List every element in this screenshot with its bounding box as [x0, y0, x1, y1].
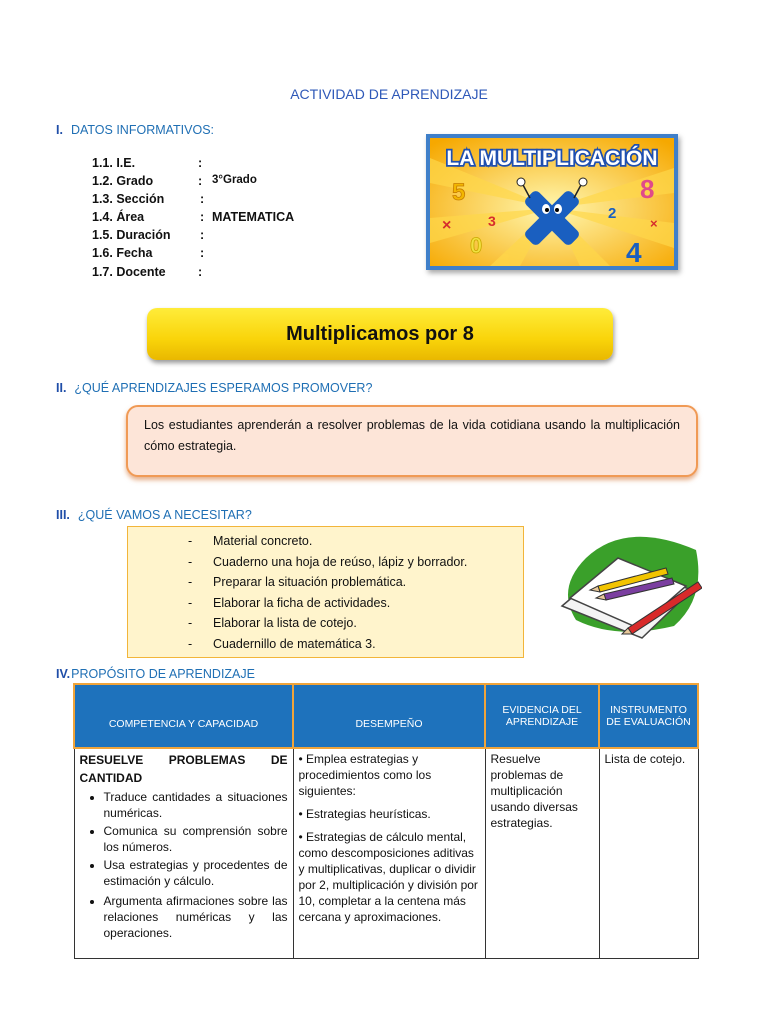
banner-number-5: 5 — [452, 179, 466, 206]
learning-purpose-table — [73, 683, 699, 959]
banner-number-0: 0 — [470, 233, 483, 258]
section-4-heading — [56, 667, 255, 681]
header-desempeno: DESEMPEÑO — [293, 684, 485, 748]
section-4-number: IV. — [56, 667, 71, 681]
learning-goal-text: Los estudiantes aprenderán a resolver problemas de la vida cotidiana usando la multiplicación cómo estrategia. — [144, 418, 680, 453]
info-sep: : — [200, 228, 205, 242]
banner-number-8: 8 — [640, 174, 655, 204]
material-text: Preparar la situación problemática. — [213, 575, 407, 589]
material-text: Material concreto. — [213, 534, 313, 548]
list-item: • Comunica su comprensión sobre los números. — [104, 823, 288, 855]
banner-number-4: 4 — [626, 237, 642, 266]
svg-text:×: × — [442, 217, 452, 234]
material-text: Cuaderno una hoja de reúso, lápiz y borrador. — [213, 554, 468, 569]
material-text: Cuadernillo de matemática 3. — [213, 636, 376, 651]
desempeno-text: • Emplea estrategias y procedimientos como los siguientes: — [298, 752, 432, 798]
list-item: - Cuadernillo de matemática 3. — [188, 636, 376, 651]
svg-text:×: × — [650, 216, 658, 231]
capacidades-list — [80, 789, 288, 941]
multiplication-banner-image — [426, 134, 678, 270]
desempeno-text: • Estrategias heurísticas. — [298, 807, 431, 821]
section-2-heading — [56, 381, 372, 395]
info-value: MATEMATICA — [212, 210, 295, 224]
list-item: - Elaborar la lista de cotejo. — [188, 616, 357, 630]
list-item: - Preparar la situación problemática. — [188, 575, 407, 589]
list-item: • Traduce cantidades a situaciones numéricas. — [104, 789, 288, 821]
info-sep: : — [200, 210, 205, 224]
info-label: 1.6. Fecha — [92, 246, 153, 260]
list-item: - Material concreto. — [188, 534, 313, 548]
info-label: 1.2. Grado — [92, 174, 154, 188]
list-item: • Usa estrategias y procedentes de estimación y cálculo. — [104, 857, 288, 889]
info-sep: : — [198, 265, 203, 279]
banner-number-2: 2 — [608, 205, 617, 222]
materials-box — [127, 526, 524, 658]
info-label: 1.1. I.E. — [92, 156, 136, 170]
instrumento-cell: Lista de cotejo. — [599, 748, 698, 958]
section-1-label: DATOS INFORMATIVOS: — [70, 123, 215, 137]
activity-title-box — [147, 308, 613, 360]
banner-title: LA MULTIPLICACIÓN — [446, 147, 658, 170]
evidencia-cell: Resuelve problemas de multiplicación usando diversas estrategias. — [485, 748, 599, 958]
info-label: 1.7. Docente — [92, 265, 166, 279]
pencils-paper-image — [556, 528, 702, 640]
header-competencia: COMPETENCIA Y CAPACIDAD — [74, 684, 293, 748]
table-row — [74, 748, 698, 958]
list-item: - Cuaderno una hoja de reúso, lápiz y borrador. — [188, 554, 468, 569]
materials-list — [188, 531, 467, 654]
material-text: Elaborar la ficha de actividades. — [213, 595, 391, 610]
list-item: - Elaborar la ficha de actividades. — [188, 595, 391, 610]
header-evidencia: EVIDENCIA DEL APRENDIZAJE — [485, 684, 599, 748]
section-1-heading — [56, 123, 214, 137]
section-1-number: I. — [56, 123, 63, 137]
section-4-label: PROPÓSITO DE APRENDIZAJE — [71, 667, 255, 681]
desempeno-text: • Estrategias de cálculo mental, como descomposiciones aditivas y multiplicativas, duplicar o dividir por 2, multiplicación y división por 10, completar a la centena más cercana y aproximaciones. — [298, 830, 478, 924]
section-3-label: ¿QUÉ VAMOS A NECESITAR? — [77, 508, 252, 522]
material-text: Elaborar la lista de cotejo. — [213, 616, 357, 630]
competencia-title: RESUELVE PROBLEMAS DE CANTIDAD — [79, 753, 288, 785]
activity-title: Multiplicamos por 8 — [286, 322, 474, 345]
competencia-cell — [74, 748, 293, 958]
section-2-label: ¿QUÉ APRENDIZAJES ESPERAMOS PROMOVER? — [74, 381, 373, 395]
banner-number-3: 3 — [488, 213, 496, 229]
info-label: 1.4. Área — [92, 210, 145, 224]
learning-goal-box — [126, 405, 698, 477]
header-instrumento: INSTRUMENTO DE EVALUACIÓN — [599, 684, 698, 748]
info-value: 3°Grado — [212, 174, 257, 186]
document-title: ACTIVIDAD DE APRENDIZAJE — [290, 86, 488, 102]
desempeno-cell — [293, 748, 485, 958]
section-3-heading — [56, 508, 252, 522]
section-3-number: III. — [56, 508, 70, 522]
info-label: 1.5. Duración — [92, 228, 171, 242]
section-2-number: II. — [56, 381, 67, 395]
info-sep: : — [198, 174, 203, 188]
info-label: 1.3. Sección — [92, 192, 165, 206]
info-sep: : — [200, 192, 205, 206]
table-header-row — [74, 684, 698, 748]
info-sep: : — [200, 246, 205, 260]
list-item: • Argumenta afirmaciones sobre las relaciones numéricas y las operaciones. — [104, 893, 288, 941]
info-sep: : — [198, 156, 203, 170]
